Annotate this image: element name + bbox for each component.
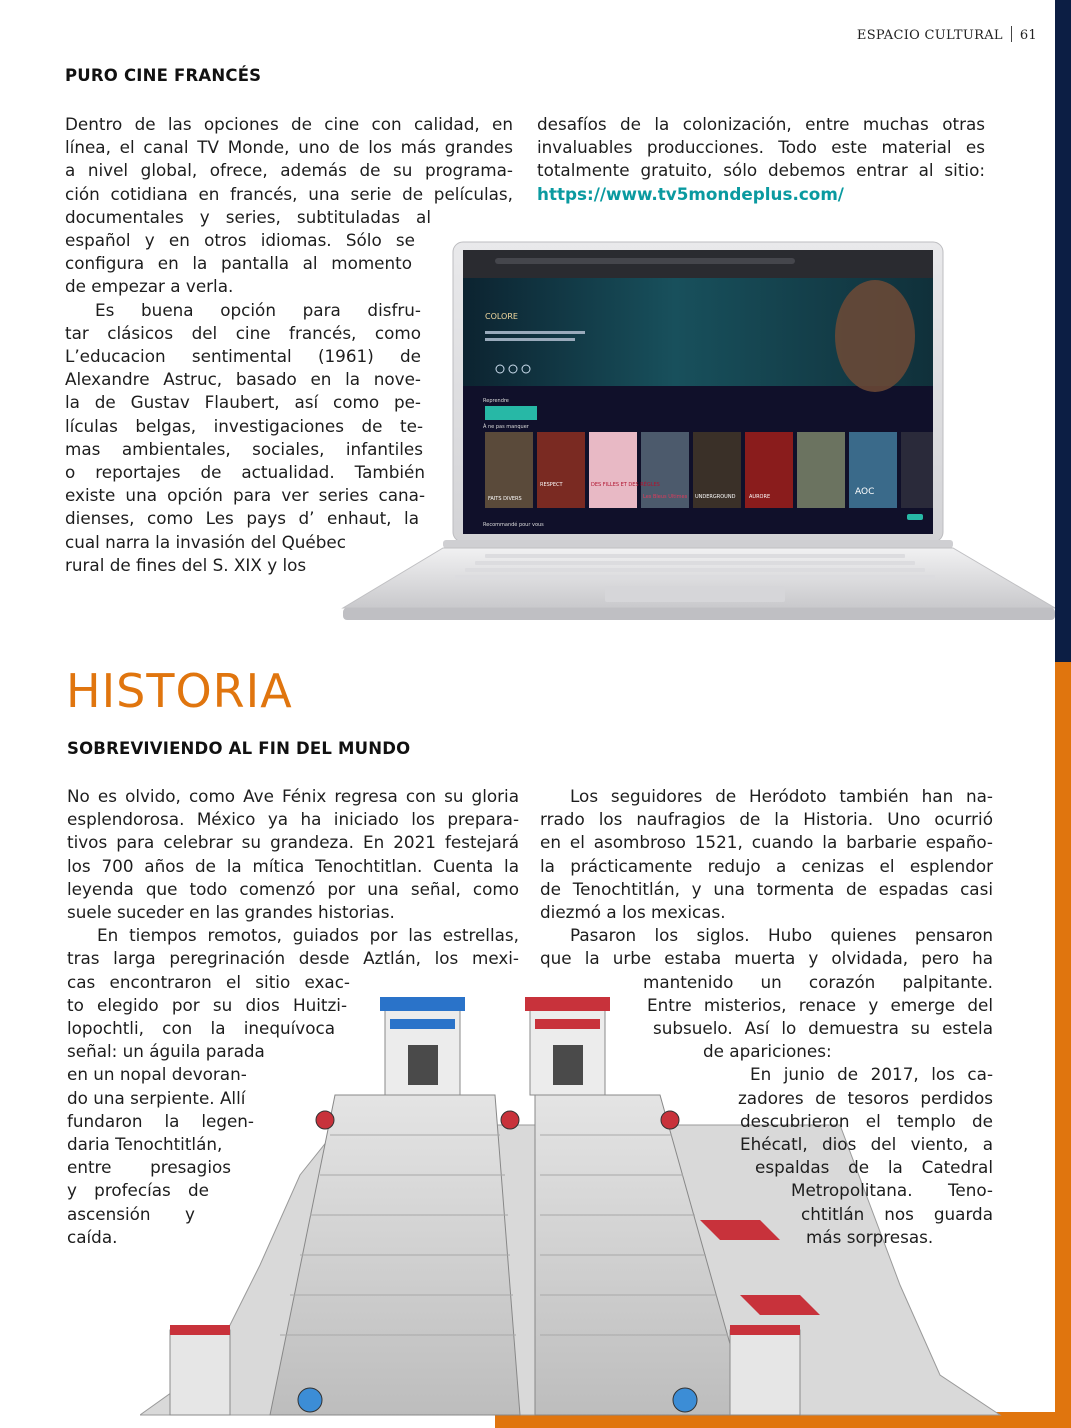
- text-line: fundaron la legen-: [67, 1110, 254, 1131]
- running-header: [857, 26, 1037, 43]
- text-line: configura en la pantalla al momento: [65, 253, 412, 274]
- text-line: suele suceder en las grandes historias.: [67, 902, 395, 923]
- text-line: En junio de 2017, los ca-: [750, 1064, 993, 1085]
- text-line: mas ambientales, sociales, infantiles: [65, 438, 423, 459]
- laptop-edge: [343, 608, 1055, 620]
- orange-side-band: [1055, 662, 1071, 1428]
- text-line: línea, el canal TV Monde, uno de los más grandes: [65, 137, 513, 158]
- hero-desc-line: [485, 331, 585, 334]
- serpent-head-icon: [298, 1388, 322, 1412]
- text-line: entre presagios: [67, 1157, 231, 1178]
- poster[interactable]: [537, 432, 585, 508]
- poster[interactable]: [797, 432, 845, 508]
- base-shrine-right-roof: [730, 1325, 800, 1335]
- text-line: daria Tenochtitlán,: [67, 1134, 223, 1155]
- text-line: Es buena opción para disfru-: [95, 299, 421, 320]
- text-line: diezmó a los mexicas.: [540, 902, 726, 923]
- text-line: Alexandre Astruc, basado en la nove-: [65, 369, 421, 390]
- tv5monde-link[interactable]: https://www.tv5mondeplus.com/: [537, 183, 844, 204]
- text-line: en un nopal devoran-: [67, 1064, 247, 1085]
- text-line: Pasaron los siglos. Hubo quienes pensaron: [570, 925, 993, 946]
- hero-title: COLORE: [485, 312, 518, 321]
- text-line: a nivel global, ofrece, además de su programa-: [65, 160, 513, 181]
- text-line: Metropolitana. Teno-: [791, 1180, 993, 1201]
- trackpad: [605, 586, 785, 602]
- serpent-head-icon: [673, 1388, 697, 1412]
- text-line: En tiempos remotos, guiados por las estrellas,: [97, 925, 519, 946]
- poster[interactable]: [589, 432, 637, 508]
- historia-right-column: [540, 785, 993, 1249]
- text-line: chtitlán nos guarda: [801, 1203, 993, 1224]
- header-divider: [1011, 26, 1012, 42]
- base-shrine-left: [170, 1330, 230, 1415]
- text-line: que la urbe estaba muerta y olvidada, pero ha: [540, 948, 993, 969]
- text-line: totalmente gratuito, sólo debemos entrar al sitio:: [537, 160, 985, 181]
- resume-tile[interactable]: [485, 406, 537, 420]
- text-line: ción cotidiana en francés, una serie de películas,: [65, 183, 513, 204]
- text-line: la de Gustav Flaubert, así como pe-: [65, 392, 421, 413]
- text-line: rural de fines del S. XIX y los: [65, 554, 307, 575]
- text-line: desafíos de la colonización, entre muchas otras: [537, 114, 985, 134]
- text-line: tivos para celebrar su grandeza. En 2021 festejará: [67, 832, 519, 853]
- historia-subtitle: SOBREVIVIENDO AL FIN DEL MUNDO: [67, 739, 411, 758]
- text-line: L’educacion sentimental (1961) de: [65, 346, 421, 367]
- navy-side-band: [1055, 0, 1071, 662]
- text-line: tras larga peregrinación desde Aztlán, los mexi-: [67, 948, 519, 969]
- row-label-reprendre: Reprendre: [483, 398, 509, 404]
- chat-button[interactable]: [907, 514, 923, 520]
- text-line: do una serpiente. Allí: [67, 1087, 246, 1108]
- text-line: español y en otros idiomas. Sólo se: [65, 230, 415, 251]
- text-line: Dentro de las opciones de cine con calidad, en: [65, 114, 513, 134]
- poster[interactable]: [901, 432, 933, 508]
- text-line: ascensión y: [67, 1203, 195, 1224]
- poster-title: AOC: [855, 487, 875, 497]
- text-line: de empezar a verla.: [65, 276, 234, 297]
- cine-right-column: [537, 113, 985, 206]
- text-line: la prácticamente redujo a cenizas el esplendor: [540, 855, 993, 876]
- text-line: to elegido por su dios Huitzi-: [67, 994, 347, 1015]
- text-line: mantenido un corazón palpitante.: [643, 971, 993, 992]
- text-line: documentales y series, subtituladas al: [65, 206, 431, 227]
- text-line: cual narra la invasión del Québec: [65, 531, 346, 552]
- text-line: o reportajes de actualidad. También: [65, 462, 425, 483]
- hero-desc-line: [485, 338, 575, 341]
- row-label-recommande: Recommandé pour vous: [483, 522, 544, 528]
- cine-section-title: PURO CINE FRANCÉS: [65, 66, 262, 85]
- header-section-label: ESPACIO CULTURAL: [856, 28, 1003, 43]
- text-line: y profecías de: [67, 1180, 209, 1201]
- poster-title: DES FILLES ET DES RÈGLES: [591, 482, 660, 488]
- address-bar: [495, 258, 795, 264]
- poster-title: Les Bleus Ultimes: [643, 494, 688, 500]
- base-shrine-right: [730, 1330, 800, 1415]
- poster-title: UNDERGROUND: [695, 494, 736, 500]
- text-line: zadores de tesoros perdidos: [738, 1087, 993, 1108]
- poster-title: AURORE: [749, 494, 771, 500]
- text-line: Entre misterios, renace y emerge del: [647, 994, 993, 1015]
- base-shrine-left-roof: [170, 1325, 230, 1335]
- laptop-hinge: [443, 540, 953, 548]
- text-line: subsuelo. Así lo demuestra su estela: [653, 1018, 993, 1039]
- text-line: de apariciones:: [703, 1041, 832, 1062]
- text-line: señal: un águila parada: [67, 1041, 265, 1062]
- historia-left-column: [67, 785, 519, 1249]
- text-line: en el asombroso 1521, cuando la barbarie españo-: [540, 832, 993, 853]
- page-number: 61: [1019, 28, 1037, 43]
- text-line: invaluables producciones. Todo este material es: [537, 137, 985, 158]
- text-line: leyenda que todo comenzó por una señal, como: [67, 878, 519, 899]
- text-line: tar clásicos del cine francés, como: [65, 322, 421, 343]
- row-label-a-ne-pas-manquer: À ne pas manquer: [483, 424, 529, 430]
- text-line: caída.: [67, 1226, 118, 1247]
- text-line: los 700 años de la mítica Tenochtitlan. Cuenta la: [67, 855, 519, 876]
- hero-portrait: [835, 280, 915, 392]
- text-line: existe una opción para ver series cana-: [65, 485, 425, 506]
- text-line: descubrieron el templo de: [740, 1110, 993, 1131]
- text-line: espaldas de la Catedral: [755, 1157, 993, 1178]
- text-line: lículas belgas, investigaciones de te-: [65, 415, 423, 436]
- text-line: de Tenochtitlán, y una tormenta de espadas casi: [540, 878, 993, 899]
- text-line: cas encontraron el sitio exac-: [67, 971, 350, 992]
- text-line: más sorpresas.: [806, 1226, 934, 1247]
- poster-title: RESPECT: [540, 482, 563, 488]
- text-line: lopochtli, con la inequívoca: [67, 1018, 335, 1039]
- text-line: dienses, como Les pays d’ enhaut, la: [65, 508, 419, 529]
- text-line: No es olvido, como Ave Fénix regresa con su gloria: [67, 786, 519, 806]
- historia-section-title: HISTORIA: [66, 664, 293, 718]
- poster-title: FAITS DIVERS: [488, 496, 522, 502]
- text-line: esplendorosa. México ya ha iniciado los prepara-: [67, 809, 519, 830]
- text-line: rrado los naufragios de la Historia. Uno ocurrió: [540, 809, 993, 830]
- text-line: Los seguidores de Heródoto también han na-: [570, 786, 993, 806]
- laptop-illustration: [335, 236, 1055, 636]
- text-line: Ehécatl, dios del viento, a: [740, 1134, 993, 1155]
